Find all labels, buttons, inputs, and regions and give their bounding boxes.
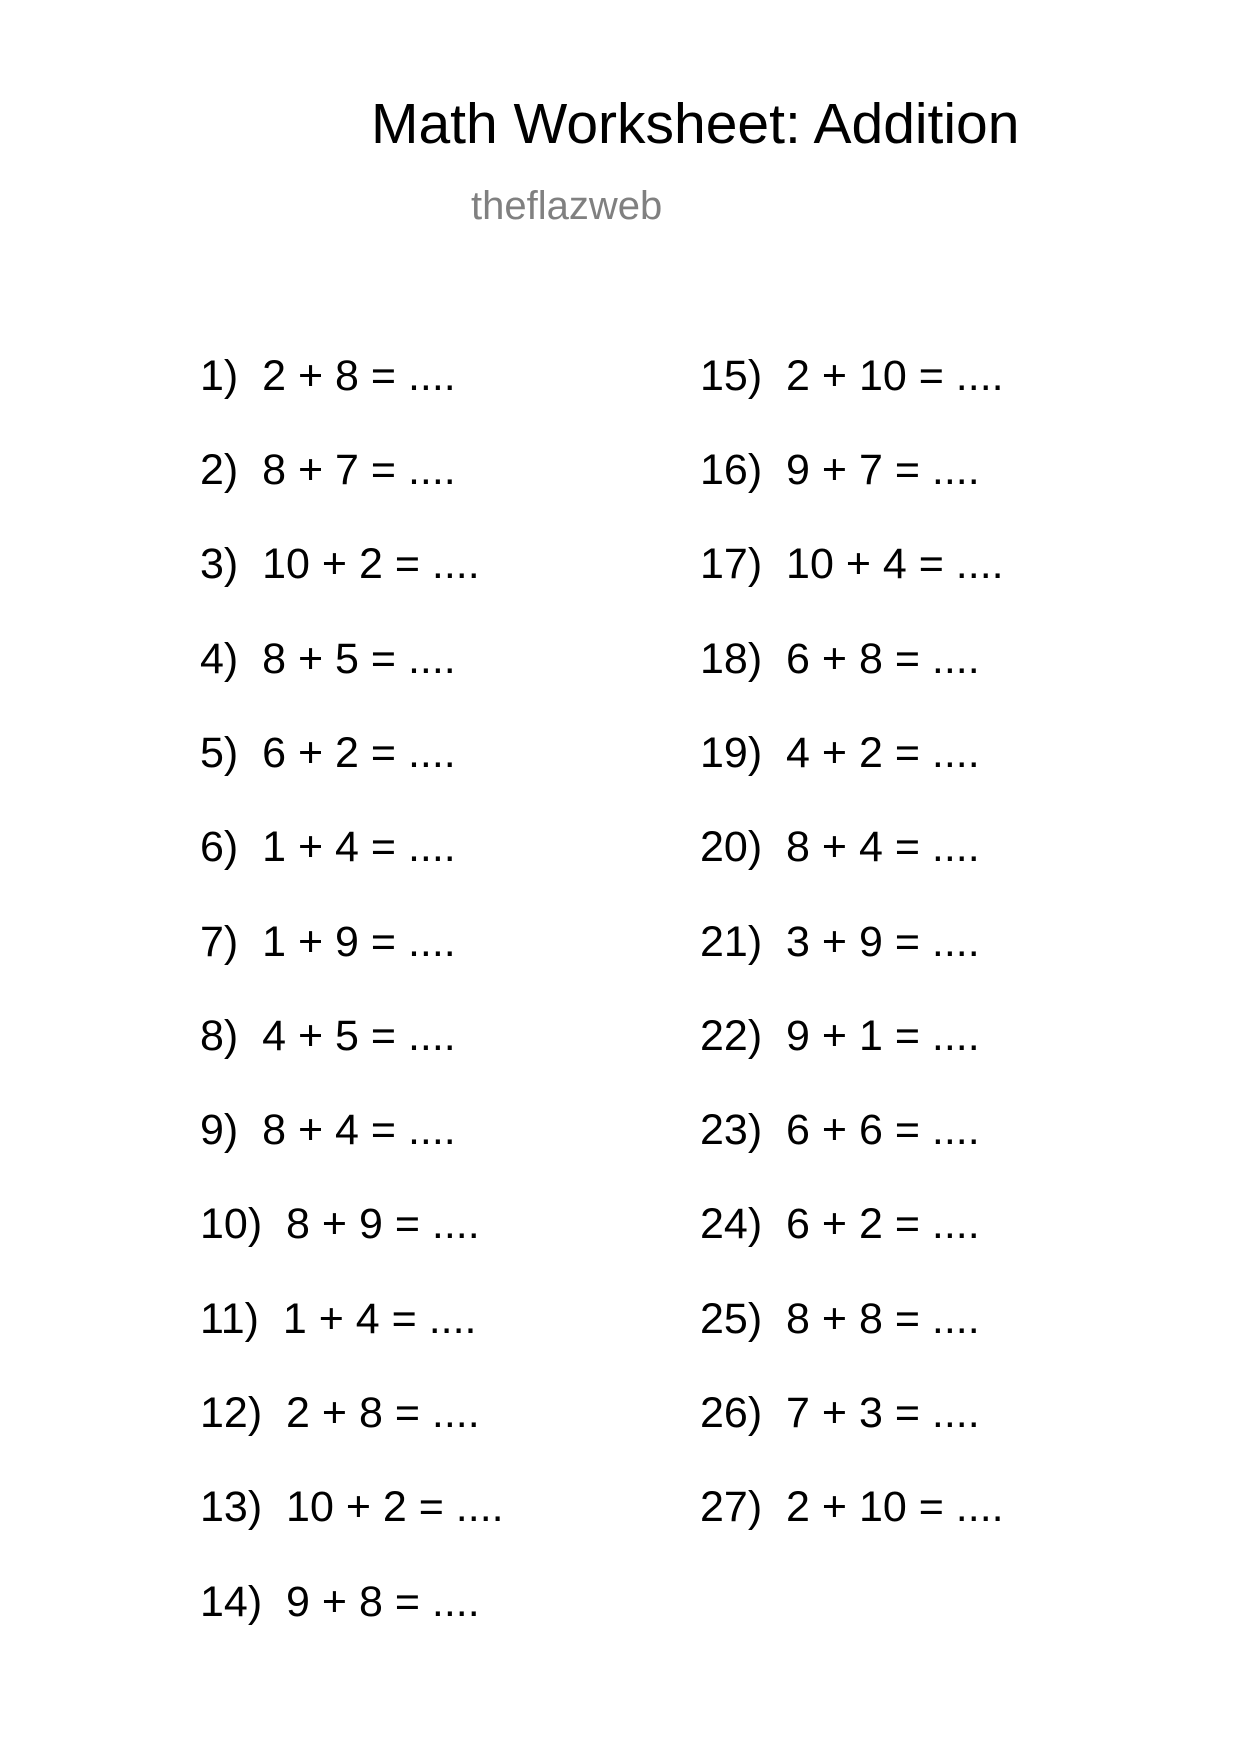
problem-item: 24) 6 + 2 = ....: [700, 1200, 980, 1248]
problem-item: 21) 3 + 9 = ....: [700, 918, 980, 966]
problem-item: 5) 6 + 2 = ....: [200, 729, 456, 777]
problem-item: 12) 2 + 8 = ....: [200, 1389, 480, 1437]
problem-item: 16) 9 + 7 = ....: [700, 446, 980, 494]
problem-item: 8) 4 + 5 = ....: [200, 1012, 456, 1060]
problem-item: 7) 1 + 9 = ....: [200, 918, 456, 966]
page-subtitle: theflazweb: [471, 184, 663, 228]
problem-item: 20) 8 + 4 = ....: [700, 823, 980, 871]
problem-item: 15) 2 + 10 = ....: [700, 352, 1004, 400]
problem-item: 17) 10 + 4 = ....: [700, 540, 1004, 588]
problem-item: 4) 8 + 5 = ....: [200, 635, 456, 683]
problem-item: 13) 10 + 2 = ....: [200, 1483, 504, 1531]
problem-item: 18) 6 + 8 = ....: [700, 635, 980, 683]
problem-item: 10) 8 + 9 = ....: [200, 1200, 480, 1248]
problem-item: 27) 2 + 10 = ....: [700, 1483, 1004, 1531]
problem-item: 26) 7 + 3 = ....: [700, 1389, 980, 1437]
problem-item: 6) 1 + 4 = ....: [200, 823, 456, 871]
problem-item: 14) 9 + 8 = ....: [200, 1578, 480, 1626]
problem-item: 1) 2 + 8 = ....: [200, 352, 456, 400]
problem-item: 22) 9 + 1 = ....: [700, 1012, 980, 1060]
problem-item: 25) 8 + 8 = ....: [700, 1295, 980, 1343]
problem-item: 3) 10 + 2 = ....: [200, 540, 480, 588]
problem-item: 23) 6 + 6 = ....: [700, 1106, 980, 1154]
problem-item: 11) 1 + 4 = ....: [200, 1295, 477, 1343]
problem-item: 2) 8 + 7 = ....: [200, 446, 456, 494]
page-title: Math Worksheet: Addition: [371, 92, 1020, 156]
problem-item: 19) 4 + 2 = ....: [700, 729, 980, 777]
problem-item: 9) 8 + 4 = ....: [200, 1106, 456, 1154]
